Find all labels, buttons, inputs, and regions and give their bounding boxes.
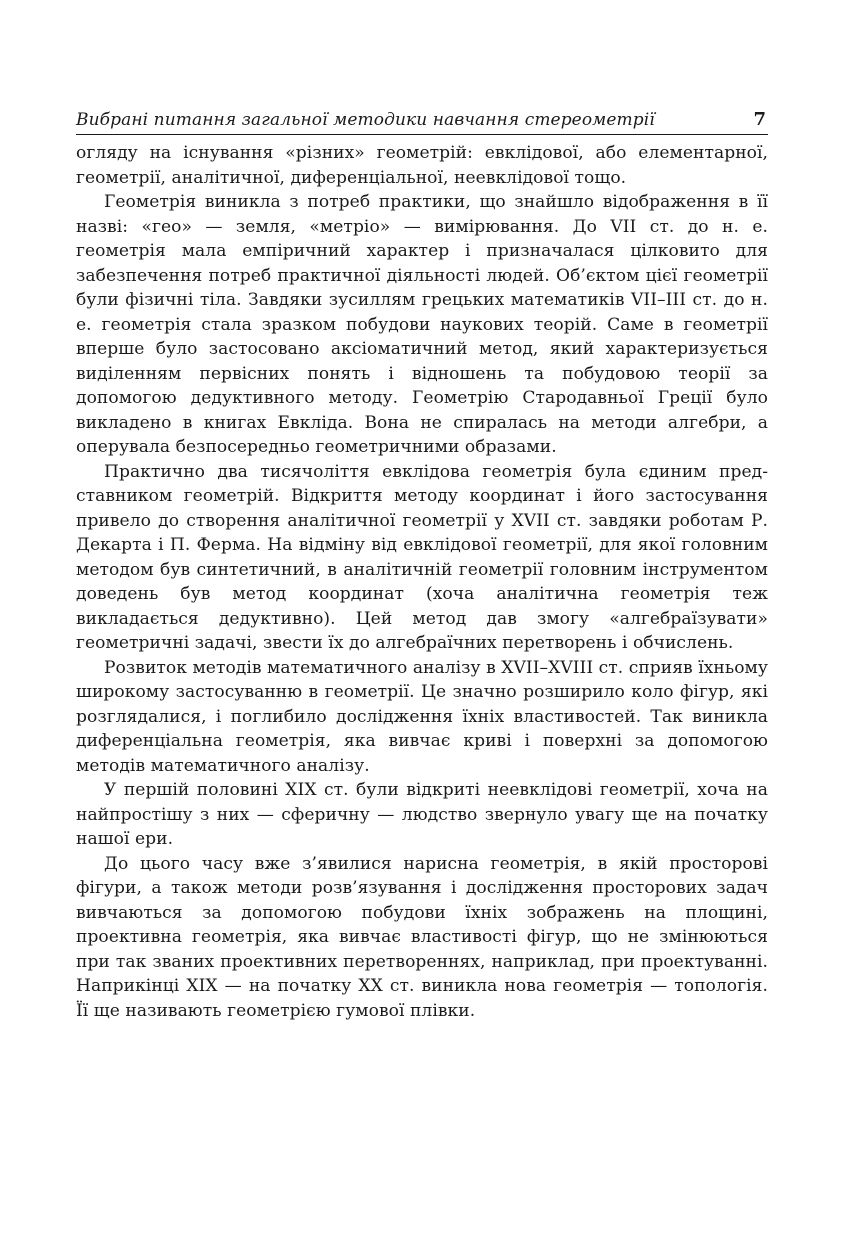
paragraph-origins-of-geometry: Геометрія виникла з потреб практики, що знайшло відображення в її назві: «гео» — земля, «метріо» — вимірювання. До VII ст. до н. е. геометрія мала емпіричний характер і призначалася цілковито для забезпечення потреб практичної діяльності людей. Об’єктом цієї геометрії були фізичні тіла. Завдяки зусиллям грецьких математиків VII–III ст. до н. е. геометрія стала зразком побудови наукових теорій. Саме в геометрії вперше було застосовано аксіоматичний метод, який характеризується виділенням первісних понять і відношень та побудовою теорії за допомогою дедуктивного методу. Геометрію Стародавньої Греції було викладено в книгах Евкліда. Вона не спиралась на методи алгебри, а оперувала безпосередньо геометричними образами. xyxy=(76,192,768,457)
paragraph-differential-geometry: Розвиток методів математичного аналізу в XVII–XVIII ст. сприяв їхньому широкому застосуванню в геометрії. Це значно розширило коло фігур, які розглядалися, і поглибило дослідження їхніх властивостей. Так виникла диференціальна геометрія, яка вивчає криві і поверхні за допомогою методів математичного аналізу. xyxy=(76,657,769,776)
body-text xyxy=(76,141,768,1023)
running-header xyxy=(76,100,768,135)
page-number: 7 xyxy=(753,109,766,130)
paragraph-continuation: огляду на існування «різних» геометрій: евклідової, або елементарної, геометрії, аналітичної, диференціальної, неевклідової тощо. xyxy=(76,143,768,188)
paragraph-projective-and-topology: До цього часу вже з’явилися нарисна геометрія, в якій просторові фігури, а також методи розв’язування і дослідження просторових задач вивчаються за допомогою побудови їхніх зображень на площині, проективна геометрія, яка вивчає властивості фігур, що не змінюються при так званих проективних перетвореннях, наприклад, при проектуванні. Наприкінці XIX — на початку XX ст. виникла нова геометрія — топологія. Її ще називають геометрією гумової плівки. xyxy=(76,853,768,1021)
paragraph-non-euclidean-geometry: У першій половині XIX ст. були відкриті неевклідові геометрії, хоча на найпростішу з них — сферичну — людство звернуло увагу ще на початку нашої ери. xyxy=(76,780,768,849)
paragraph-analytic-geometry: Практично два тисячоліття евклідова геометрія була єдиним представником геометрій. Відкриття методу координат і його застосування привело до створення аналітичної геометрії у XVII ст. завдяки роботам Р. Декарта і П. Ферма. На відміну від евклідової геометрії, для якої головним методом був синтетичний, в аналітичній геометрії головним інструментом доведень був метод координат (хоча аналітична геометрія теж викладається дедуктивно). Цей метод дав змогу «алгебраїзувати» геометричні задачі, звести їх до алгебраїчних перетворень і обчислень. xyxy=(76,461,768,653)
running-header-title: Вибрані питання загальної методики навчання стереометрії xyxy=(76,110,655,130)
book-page xyxy=(76,100,768,1023)
